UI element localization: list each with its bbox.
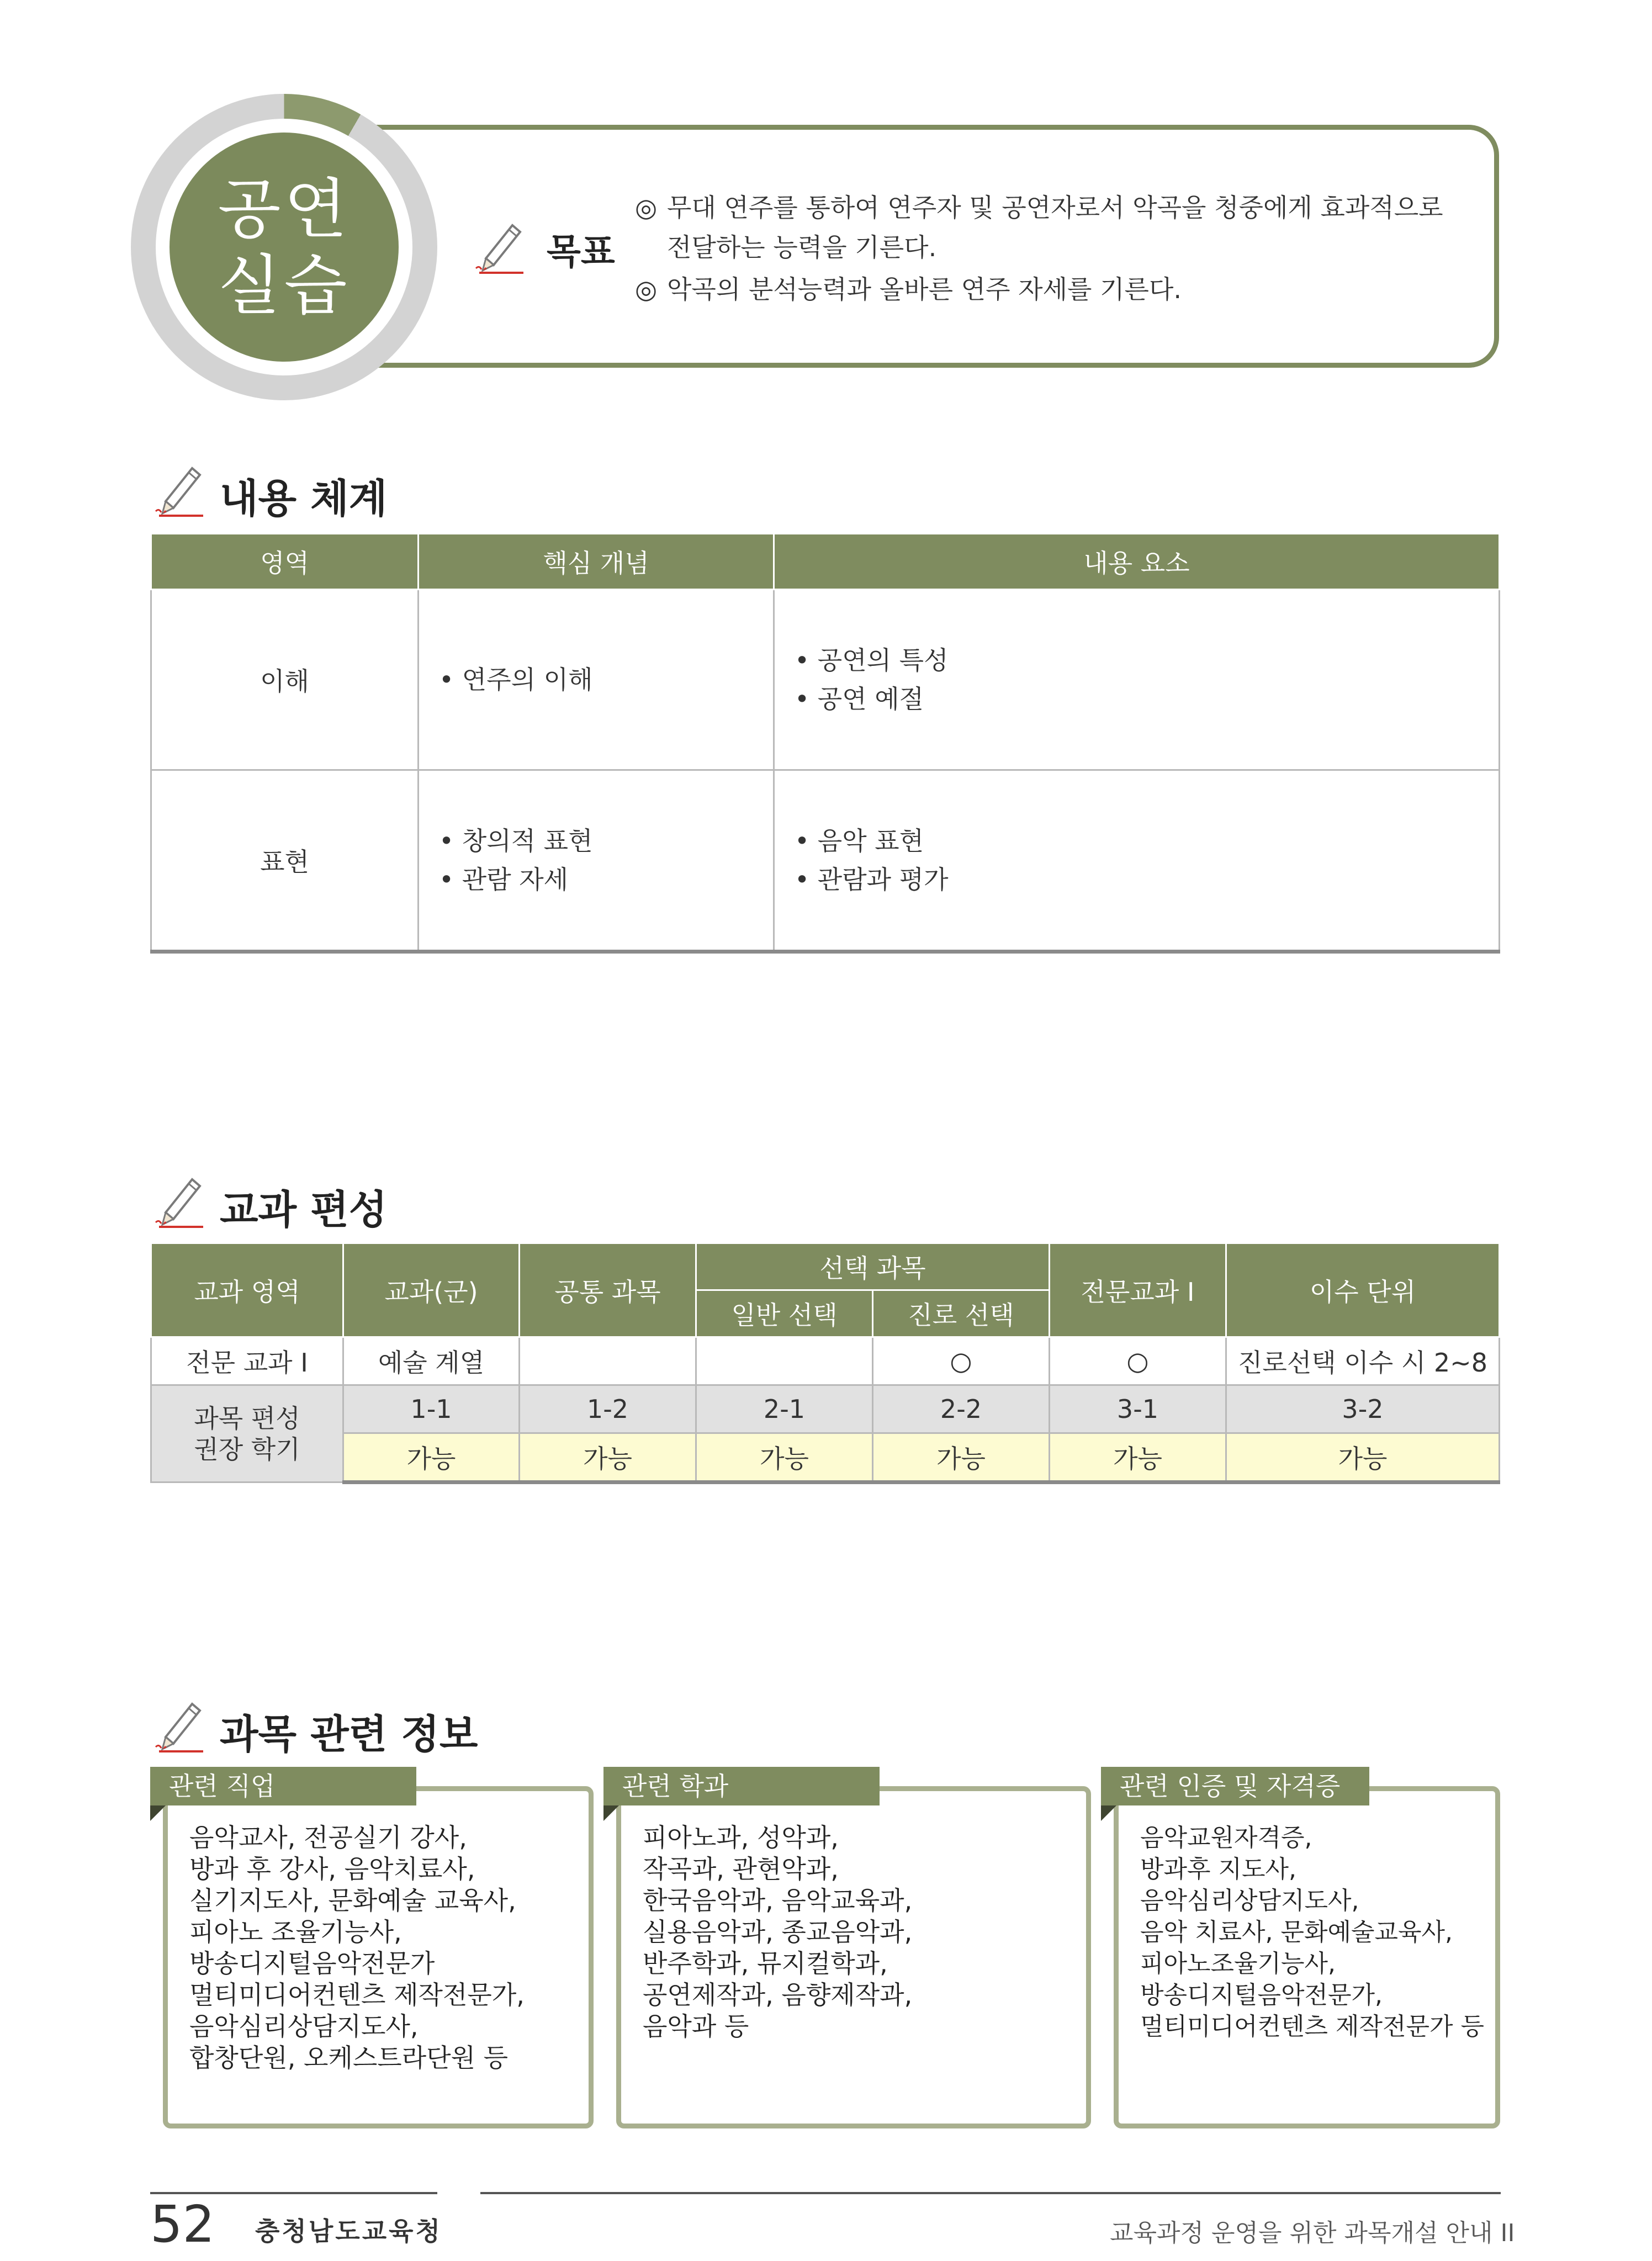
certifications-tab: 관련 인증 및 자격증 bbox=[1101, 1767, 1369, 1805]
availability-cell: 가능 bbox=[1050, 1433, 1226, 1482]
career-cell: ○ bbox=[873, 1337, 1050, 1385]
content-system-table bbox=[150, 533, 1500, 954]
general-cell bbox=[696, 1337, 873, 1385]
curriculum-table bbox=[150, 1242, 1500, 1484]
footer-rule bbox=[150, 2192, 437, 2194]
jobs-text: 음악교사, 전공실기 강사, 방과 후 강사, 음악치료사, 실기지도사, 문화예술 교육사, 피아노 조율기능사, 방송디지털음악전문가 멀티미디어컨텐츠 제작전문가, 음악심리상담지도사, 합창단원, 오케스트라단원 등 bbox=[189, 1823, 525, 2073]
elements-cell: • 음악 표현 • 관람과 평가 bbox=[774, 770, 1500, 952]
availability-row bbox=[151, 1433, 1500, 1482]
departments-text: 피아노과, 성악과, 작곡과, 관현악과, 한국음악과, 음악교육과, 실용음악과, 종교음악과, 반주학과, 뮤지컬학과, 공연제작과, 음향제작과, 음악과 등 bbox=[643, 1823, 913, 2041]
header-concept: 핵심 개념 bbox=[419, 534, 774, 590]
pencil-icon bbox=[149, 458, 210, 519]
page-number: 52 bbox=[150, 2195, 215, 2254]
header-credits: 이수 단위 bbox=[1226, 1243, 1500, 1337]
availability-cell: 가능 bbox=[873, 1433, 1050, 1482]
header-area: 교과 영역 bbox=[151, 1243, 343, 1337]
goal-text: 악곡의 분석능력과 올바른 연주 자세를 기른다. bbox=[667, 274, 1182, 304]
availability-cell: 가능 bbox=[520, 1433, 696, 1482]
certifications-text: 음악교원자격증, 방과후 지도사, 음악심리상담지도사, 음악 치료사, 문화예술교육사, 피아노조율기능사, 방송디지털음악전문가, 멀티미디어컨텐츠 제작전문가 등 bbox=[1140, 1824, 1485, 2041]
footer-rule bbox=[480, 2192, 1501, 2194]
concept-cell: • 창의적 표현 • 관람 자세 bbox=[419, 770, 774, 952]
goal-text: 무대 연주를 통하여 연주자 및 공연자로서 악곡을 청중에게 효과적으로 전달하는 능력을 기른다. bbox=[667, 193, 1443, 262]
badge-line1: 공연 bbox=[218, 171, 351, 247]
header-elective: 선택 과목 bbox=[696, 1243, 1050, 1290]
header-subject: 교과(군) bbox=[343, 1243, 520, 1337]
semester-cell: 2-1 bbox=[696, 1385, 873, 1433]
table-header-row bbox=[151, 1243, 1500, 1290]
departments-tab: 관련 학과 bbox=[603, 1767, 880, 1805]
pencil-icon bbox=[149, 1694, 210, 1755]
table-row bbox=[151, 770, 1500, 952]
pencil-icon bbox=[469, 215, 530, 276]
elements-cell: • 공연의 특성 • 공연 예절 bbox=[774, 590, 1500, 770]
header-elements: 내용 요소 bbox=[774, 534, 1500, 590]
header-specialized: 전문교과 I bbox=[1050, 1243, 1226, 1337]
header-general: 일반 선택 bbox=[696, 1290, 873, 1337]
pencil-icon bbox=[149, 1169, 210, 1230]
area-cell: 전문 교과 I bbox=[151, 1337, 343, 1385]
goal-item bbox=[635, 188, 1463, 267]
section-title-info: 과목 관련 정보 bbox=[220, 1711, 478, 1757]
semester-cell: 1-2 bbox=[520, 1385, 696, 1433]
semester-row bbox=[151, 1385, 1500, 1433]
subject-badge bbox=[170, 133, 399, 362]
area-cell: 표현 bbox=[151, 770, 419, 952]
semester-cell: 2-2 bbox=[873, 1385, 1050, 1433]
availability-cell: 가능 bbox=[343, 1433, 520, 1482]
section-title-content: 내용 체계 bbox=[220, 475, 388, 522]
goal-label: 목표 bbox=[547, 232, 615, 273]
header-area: 영역 bbox=[151, 534, 419, 590]
availability-cell: 가능 bbox=[1226, 1433, 1500, 1482]
common-cell bbox=[520, 1337, 696, 1385]
jobs-tab: 관련 직업 bbox=[150, 1767, 416, 1805]
goal-mark: ◎ bbox=[635, 274, 658, 304]
specialized-cell: ○ bbox=[1050, 1337, 1226, 1385]
header-career: 진로 선택 bbox=[873, 1290, 1050, 1337]
badge-line2: 실습 bbox=[218, 247, 351, 324]
publisher: 충청남도교육청 bbox=[255, 2216, 443, 2246]
tab-fold bbox=[1101, 1805, 1116, 1821]
table-header-row bbox=[151, 534, 1500, 590]
document-title: 교육과정 운영을 위한 과목개설 안내 II bbox=[1110, 2219, 1515, 2247]
section-title-curriculum: 교과 편성 bbox=[220, 1187, 388, 1233]
area-cell: 이해 bbox=[151, 590, 419, 770]
credits-cell: 진로선택 이수 시 2~8 bbox=[1226, 1337, 1500, 1385]
subject-cell: 예술 계열 bbox=[343, 1337, 520, 1385]
table-row bbox=[151, 1337, 1500, 1385]
tab-fold bbox=[603, 1805, 619, 1821]
goal-item bbox=[635, 269, 1463, 309]
goal-list bbox=[635, 188, 1463, 309]
semester-cell: 3-1 bbox=[1050, 1385, 1226, 1433]
header-common: 공통 과목 bbox=[520, 1243, 696, 1337]
semester-cell: 3-2 bbox=[1226, 1385, 1500, 1433]
semester-label-cell: 과목 편성 권장 학기 bbox=[151, 1385, 343, 1482]
semester-cell: 1-1 bbox=[343, 1385, 520, 1433]
tab-fold bbox=[150, 1805, 166, 1821]
concept-cell: • 연주의 이해 bbox=[419, 590, 774, 770]
table-row bbox=[151, 590, 1500, 770]
goal-mark: ◎ bbox=[635, 193, 658, 223]
availability-cell: 가능 bbox=[696, 1433, 873, 1482]
